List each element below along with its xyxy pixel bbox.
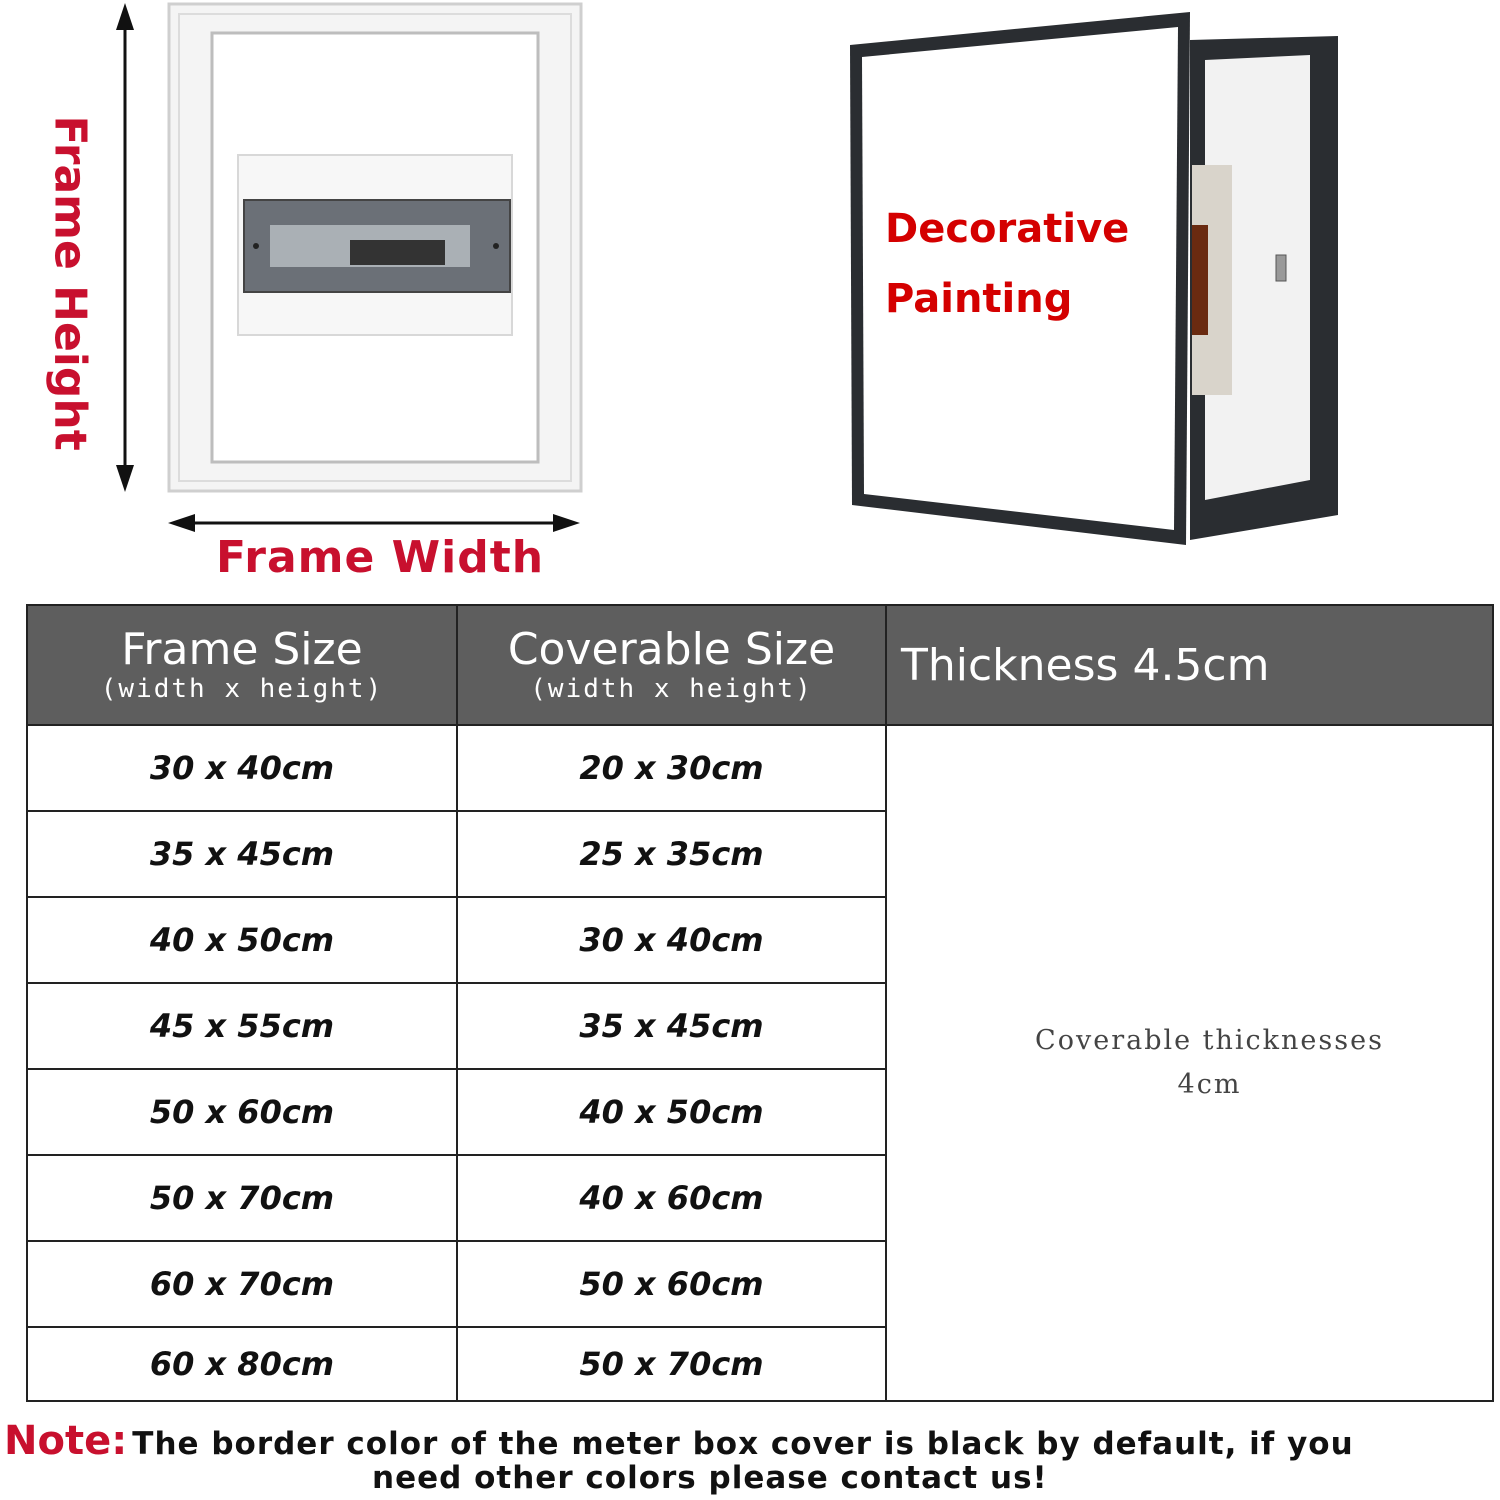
frame-size-cell: 35 x 45cm (27, 811, 457, 897)
coverable-size-cell: 20 x 30cm (457, 725, 886, 811)
thickness-header: Thickness 4.5cm (886, 605, 1493, 725)
size-table (26, 604, 1494, 1402)
note-line2: need other colors please contact us! (372, 1460, 1048, 1496)
coverable-size-title: Coverable Size (507, 624, 836, 675)
frame-size-cell: 60 x 70cm (27, 1241, 457, 1327)
thickness-note-line1: Coverable thicknesses (1035, 1025, 1384, 1056)
height-arrow-icon (116, 3, 134, 492)
coverable-size-cell: 35 x 45cm (457, 983, 886, 1069)
frame-height-label: Frame Height (44, 115, 96, 451)
frame-size-title: Frame Size (121, 624, 363, 675)
width-arrow-icon (168, 514, 580, 532)
note-label: Note: (4, 1418, 128, 1464)
thickness-note-line2: 4cm (1177, 1069, 1242, 1100)
frame-size-cell: 30 x 40cm (27, 725, 457, 811)
table-header (27, 605, 1493, 725)
coverable-size-cell: 40 x 60cm (457, 1155, 886, 1241)
coverable-size-cell: 50 x 60cm (457, 1241, 886, 1327)
frame-size-header (27, 605, 457, 725)
coverable-size-header (457, 605, 886, 725)
frame-size-cell: 45 x 55cm (27, 983, 457, 1069)
table-row (27, 725, 1493, 811)
frame-size-cell: 50 x 70cm (27, 1155, 457, 1241)
meter-box (238, 155, 512, 335)
note (4, 1418, 1500, 1496)
coverable-size-cell: 40 x 50cm (457, 1069, 886, 1155)
frame-size-cell: 40 x 50cm (27, 897, 457, 983)
frame-diagram (0, 0, 820, 600)
painting-label: Painting (885, 276, 1073, 322)
coverable-size-subtitle: (width x height) (530, 674, 813, 704)
frame-size-cell: 60 x 80cm (27, 1327, 457, 1401)
note-line1: The border color of the meter box cover is black by default, if you (132, 1426, 1354, 1462)
coverable-size-cell: 25 x 35cm (457, 811, 886, 897)
thickness-cell (886, 725, 1493, 1401)
decorative-label: Decorative (885, 206, 1130, 252)
coverable-size-cell: 50 x 70cm (457, 1327, 886, 1401)
coverable-size-cell: 30 x 40cm (457, 897, 886, 983)
frame-width-label: Frame Width (216, 532, 545, 583)
frame-size-subtitle: (width x height) (100, 674, 384, 704)
frame-size-cell: 50 x 60cm (27, 1069, 457, 1155)
